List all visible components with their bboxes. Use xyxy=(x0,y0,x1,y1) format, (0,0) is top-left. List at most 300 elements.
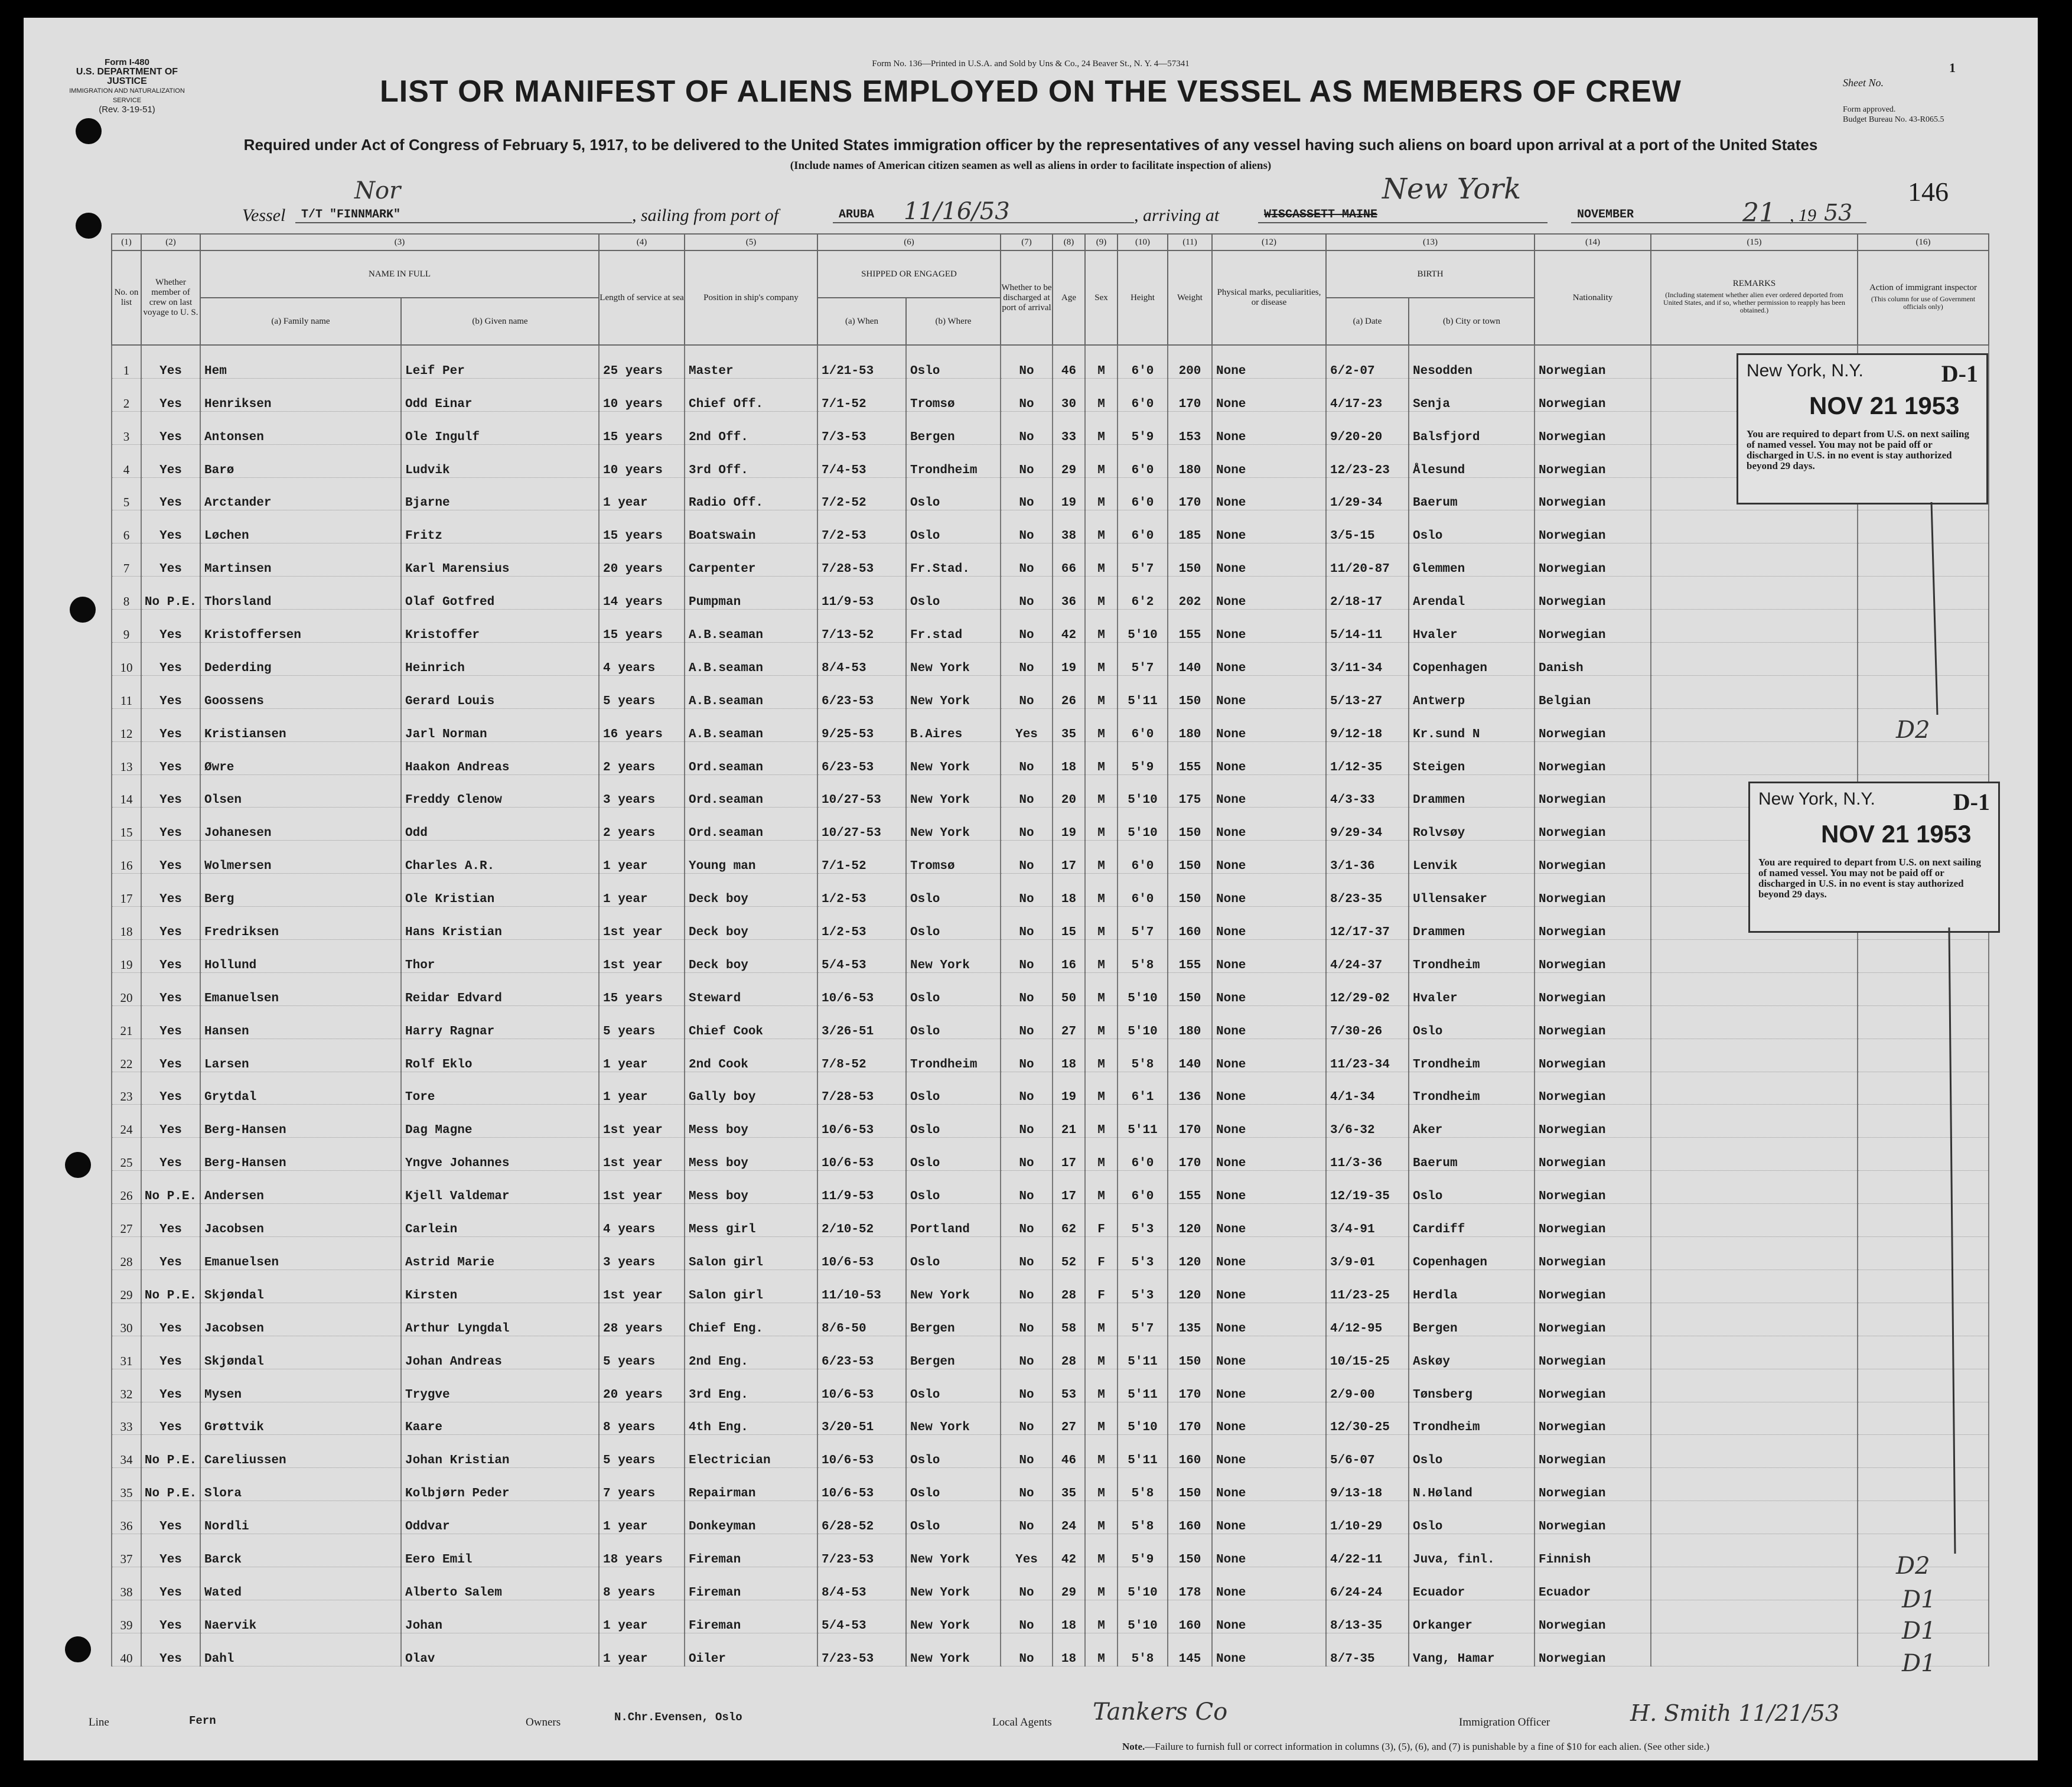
ship-position: 2nd Off. xyxy=(685,411,817,444)
length-of-service: 3 years xyxy=(599,1237,685,1270)
given-name: Johan Andreas xyxy=(401,1336,599,1369)
member-last-voyage: Yes xyxy=(141,378,200,411)
weight: 135 xyxy=(1168,1303,1212,1336)
length-of-service: 1 year xyxy=(599,841,685,874)
row-number: 35 xyxy=(112,1468,141,1501)
birth-city: Copenhagen xyxy=(1409,643,1535,676)
nationality: Norwegian xyxy=(1535,577,1651,610)
action-title: Action of immigrant inspector xyxy=(1869,282,1977,292)
height: 5'10 xyxy=(1118,1600,1168,1633)
weight: 155 xyxy=(1168,1171,1212,1204)
note-text: —Failure to furnish full or correct information in columns (3), (5), (6), and (7) is punishable by a fine of $10 for each alien. (See other side.) xyxy=(1145,1741,1710,1752)
height: 6'0 xyxy=(1118,1171,1168,1204)
engaged-date: 7/28-53 xyxy=(817,543,906,577)
birth-date: 3/11-34 xyxy=(1326,643,1409,676)
discharged: No xyxy=(1001,1468,1053,1501)
nationality: Belgian xyxy=(1535,675,1651,708)
engaged-port: Oslo xyxy=(906,1072,1001,1105)
ship-position: Ord.seaman xyxy=(685,808,817,841)
given-name: Trygve xyxy=(401,1369,599,1402)
remarks-cell xyxy=(1651,1567,1858,1600)
engaged-date: 5/4-53 xyxy=(817,940,906,973)
engaged-date: 10/27-53 xyxy=(817,774,906,808)
family-name: Careliussen xyxy=(200,1435,401,1468)
family-name: Henriksen xyxy=(200,378,401,411)
height: 5'10 xyxy=(1118,808,1168,841)
birth-city: Antwerp xyxy=(1409,675,1535,708)
sex: M xyxy=(1085,477,1118,510)
engaged-date: 8/4-53 xyxy=(817,1567,906,1600)
table-row xyxy=(112,411,1989,444)
weight: 140 xyxy=(1168,1039,1212,1072)
engaged-date: 1/2-53 xyxy=(817,907,906,940)
birth-city: Askøy xyxy=(1409,1336,1535,1369)
row-number: 10 xyxy=(112,643,141,676)
engaged-port: Fr.Stad. xyxy=(906,543,1001,577)
height: 6'0 xyxy=(1118,1138,1168,1171)
row-number: 11 xyxy=(112,675,141,708)
table-row xyxy=(112,675,1989,708)
col-family: (a) Family name xyxy=(200,298,401,345)
given-name: Alberto Salem xyxy=(401,1567,599,1600)
discharged: No xyxy=(1001,477,1053,510)
physical-marks: None xyxy=(1212,972,1326,1005)
inspection-stamp-1 xyxy=(1737,353,1988,504)
birth-city: Trondheim xyxy=(1409,940,1535,973)
family-name: Goossens xyxy=(200,675,401,708)
birth-date: 5/6-07 xyxy=(1326,1435,1409,1468)
given-name: Carlein xyxy=(401,1204,599,1237)
table-row xyxy=(112,940,1989,973)
family-name: Jacobsen xyxy=(200,1303,401,1336)
remarks-cell xyxy=(1651,1435,1858,1468)
page-number: 146 xyxy=(1908,177,1949,207)
sex: M xyxy=(1085,643,1118,676)
engaged-date: 1/2-53 xyxy=(817,874,906,907)
physical-marks: None xyxy=(1212,1072,1326,1105)
engaged-port: New York xyxy=(906,940,1001,973)
table-row xyxy=(112,1600,1989,1633)
row-number: 37 xyxy=(112,1534,141,1567)
nationality: Norwegian xyxy=(1535,1600,1651,1633)
discharged: No xyxy=(1001,1039,1053,1072)
engaged-date: 6/23-53 xyxy=(817,741,906,774)
height: 5'11 xyxy=(1118,675,1168,708)
col-birth-city: (b) City or town xyxy=(1409,298,1535,345)
engaged-port: Oslo xyxy=(906,345,1001,378)
family-name: Kristoffersen xyxy=(200,610,401,643)
table-row xyxy=(112,378,1989,411)
family-name: Løchen xyxy=(200,510,401,543)
family-name: Naervik xyxy=(200,1600,401,1633)
member-last-voyage: Yes xyxy=(141,1072,200,1105)
birth-city: Herdla xyxy=(1409,1270,1535,1303)
nationality: Norwegian xyxy=(1535,1435,1651,1468)
given-name: Leif Per xyxy=(401,345,599,378)
row-number: 9 xyxy=(112,610,141,643)
nationality: Norwegian xyxy=(1535,708,1651,741)
discharged: No xyxy=(1001,1138,1053,1171)
age: 17 xyxy=(1053,841,1085,874)
table-row xyxy=(112,643,1989,676)
sex: M xyxy=(1085,907,1118,940)
ship-position: A.B.seaman xyxy=(685,708,817,741)
member-last-voyage: Yes xyxy=(141,1567,200,1600)
table-row xyxy=(112,1303,1989,1336)
sheet-number: 1 xyxy=(1949,60,1956,75)
vessel-label: Vessel xyxy=(242,206,286,225)
owners-value: N.Chr.Evensen, Oslo xyxy=(614,1711,742,1724)
col-num-3: (3) xyxy=(200,234,599,250)
nationality: Norwegian xyxy=(1535,1501,1651,1534)
weight: 170 xyxy=(1168,477,1212,510)
sex: M xyxy=(1085,841,1118,874)
arrival-day: 21 xyxy=(1742,198,1775,228)
member-last-voyage: Yes xyxy=(141,972,200,1005)
remarks-sub: (Including statement whether alien ever ordered deported from United States, and if so, whether permission to reapply has been obtained.) xyxy=(1663,291,1845,314)
age: 27 xyxy=(1053,1005,1085,1039)
engaged-port: Trondheim xyxy=(906,1039,1001,1072)
table-row xyxy=(112,1270,1989,1303)
remarks-cell xyxy=(1651,1369,1858,1402)
length-of-service: 4 years xyxy=(599,643,685,676)
height: 5'10 xyxy=(1118,774,1168,808)
col-physical: Physical marks, peculiarities, or disease xyxy=(1212,250,1326,345)
sex: M xyxy=(1085,808,1118,841)
engaged-date: 10/6-53 xyxy=(817,1138,906,1171)
remarks-cell xyxy=(1651,708,1858,741)
age: 46 xyxy=(1053,345,1085,378)
punch-hole xyxy=(76,213,102,239)
col-weight: Weight xyxy=(1168,250,1212,345)
age: 15 xyxy=(1053,907,1085,940)
discharged: No xyxy=(1001,577,1053,610)
physical-marks: None xyxy=(1212,1468,1326,1501)
budget-bureau: Budget Bureau No. 43-R065.5 xyxy=(1843,115,1944,124)
col-num-9: (9) xyxy=(1085,234,1118,250)
length-of-service: 20 years xyxy=(599,1369,685,1402)
length-of-service: 1 year xyxy=(599,1633,685,1666)
engaged-date: 11/9-53 xyxy=(817,1171,906,1204)
engaged-date: 2/10-52 xyxy=(817,1204,906,1237)
ship-position: Oiler xyxy=(685,1633,817,1666)
birth-date: 12/23-23 xyxy=(1326,444,1409,477)
member-last-voyage: Yes xyxy=(141,741,200,774)
sex: M xyxy=(1085,1402,1118,1435)
physical-marks: None xyxy=(1212,477,1326,510)
action-mark-row12: D2 xyxy=(1896,717,1930,744)
remarks-cell xyxy=(1651,643,1858,676)
family-name: Wolmersen xyxy=(200,841,401,874)
physical-marks: None xyxy=(1212,1237,1326,1270)
birth-date: 9/13-18 xyxy=(1326,1468,1409,1501)
given-name: Heinrich xyxy=(401,643,599,676)
age: 42 xyxy=(1053,1534,1085,1567)
table-row xyxy=(112,1369,1989,1402)
ship-position: 3rd Eng. xyxy=(685,1369,817,1402)
sailing-port: ARUBA xyxy=(839,208,875,222)
col-birth: BIRTH xyxy=(1326,250,1535,298)
nationality: Norwegian xyxy=(1535,841,1651,874)
family-name: Barø xyxy=(200,444,401,477)
given-name: Ludvik xyxy=(401,444,599,477)
engaged-port: Oslo xyxy=(906,874,1001,907)
col-when: (a) When xyxy=(817,298,906,345)
table-row xyxy=(112,345,1989,378)
discharged: No xyxy=(1001,444,1053,477)
birth-city: Vang, Hamar xyxy=(1409,1633,1535,1666)
birth-date: 3/9-01 xyxy=(1326,1237,1409,1270)
engaged-date: 7/8-52 xyxy=(817,1039,906,1072)
given-name: Gerard Louis xyxy=(401,675,599,708)
family-name: Jacobsen xyxy=(200,1204,401,1237)
birth-date: 4/12-95 xyxy=(1326,1303,1409,1336)
stamp-date: NOV 21 1953 xyxy=(1809,392,1960,419)
engaged-port: Trondheim xyxy=(906,444,1001,477)
family-name: Arctander xyxy=(200,477,401,510)
weight: 120 xyxy=(1168,1237,1212,1270)
engaged-port: New York xyxy=(906,643,1001,676)
family-name: Hem xyxy=(200,345,401,378)
col-num-12: (12) xyxy=(1212,234,1326,250)
engaged-port: Oslo xyxy=(906,1138,1001,1171)
nationality: Norwegian xyxy=(1535,1369,1651,1402)
weight: 120 xyxy=(1168,1270,1212,1303)
birth-city: Oslo xyxy=(1409,510,1535,543)
height: 5'9 xyxy=(1118,1534,1168,1567)
table-row xyxy=(112,610,1989,643)
sex: M xyxy=(1085,444,1118,477)
member-last-voyage: Yes xyxy=(141,1039,200,1072)
remarks-cell xyxy=(1651,1270,1858,1303)
physical-marks: None xyxy=(1212,774,1326,808)
stamp-code: D-1 xyxy=(1941,360,1978,387)
birth-city: Cardiff xyxy=(1409,1204,1535,1237)
ship-position: Pumpman xyxy=(685,577,817,610)
engaged-port: Oslo xyxy=(906,510,1001,543)
row-number: 13 xyxy=(112,741,141,774)
row-number: 40 xyxy=(112,1633,141,1666)
family-name: Nordli xyxy=(200,1501,401,1534)
discharged: No xyxy=(1001,841,1053,874)
col-num-5: (5) xyxy=(685,234,817,250)
action-mark-row38: D1 xyxy=(1902,1586,1936,1613)
member-last-voyage: Yes xyxy=(141,1336,200,1369)
table-row xyxy=(112,1633,1989,1666)
manifest-sheet xyxy=(24,18,2038,1760)
family-name: Martinsen xyxy=(200,543,401,577)
physical-marks: None xyxy=(1212,378,1326,411)
age: 19 xyxy=(1053,643,1085,676)
length-of-service: 15 years xyxy=(599,610,685,643)
table-row xyxy=(112,1072,1989,1105)
age: 16 xyxy=(1053,940,1085,973)
family-name: Hollund xyxy=(200,940,401,973)
height: 5'8 xyxy=(1118,1501,1168,1534)
nationality: Norwegian xyxy=(1535,411,1651,444)
given-name: Charles A.R. xyxy=(401,841,599,874)
member-last-voyage: Yes xyxy=(141,1600,200,1633)
row-number: 4 xyxy=(112,444,141,477)
table-row xyxy=(112,1402,1989,1435)
remarks-cell xyxy=(1651,675,1858,708)
weight: 153 xyxy=(1168,411,1212,444)
remarks-cell xyxy=(1651,1633,1858,1666)
table-row xyxy=(112,444,1989,477)
arriving-label: , arriving at xyxy=(1134,206,1220,225)
length-of-service: 1 year xyxy=(599,1039,685,1072)
col-nationality: Nationality xyxy=(1535,250,1651,345)
birth-city: Nesodden xyxy=(1409,345,1535,378)
col-length: Length of service at sea xyxy=(599,250,685,345)
height: 5'10 xyxy=(1118,972,1168,1005)
action-sub: (This column for use of Government officials only) xyxy=(1871,294,1976,311)
sex: M xyxy=(1085,972,1118,1005)
discharged: No xyxy=(1001,1105,1053,1138)
footer-note xyxy=(1122,1741,1709,1753)
length-of-service: 5 years xyxy=(599,675,685,708)
engaged-port: Oslo xyxy=(906,477,1001,510)
member-last-voyage: No P.E. xyxy=(141,1468,200,1501)
ship-position: A.B.seaman xyxy=(685,610,817,643)
owners-label: Owners xyxy=(526,1716,561,1729)
ship-position: 2nd Cook xyxy=(685,1039,817,1072)
birth-city: Hvaler xyxy=(1409,972,1535,1005)
row-number: 15 xyxy=(112,808,141,841)
birth-city: Trondheim xyxy=(1409,1402,1535,1435)
line-label: Line xyxy=(89,1716,109,1729)
given-name: Arthur Lyngdal xyxy=(401,1303,599,1336)
member-last-voyage: Yes xyxy=(141,1534,200,1567)
family-name: Johanesen xyxy=(200,808,401,841)
ship-position: Deck boy xyxy=(685,874,817,907)
col-height: Height xyxy=(1118,250,1168,345)
physical-marks: None xyxy=(1212,1435,1326,1468)
physical-marks: None xyxy=(1212,1303,1326,1336)
sex: M xyxy=(1085,1039,1118,1072)
height: 5'11 xyxy=(1118,1105,1168,1138)
sex: M xyxy=(1085,1468,1118,1501)
birth-city: N.Høland xyxy=(1409,1468,1535,1501)
age: 18 xyxy=(1053,1600,1085,1633)
sex: M xyxy=(1085,1534,1118,1567)
nationality: Norwegian xyxy=(1535,1171,1651,1204)
year-prefix: , 19 xyxy=(1790,206,1816,225)
physical-marks: None xyxy=(1212,1204,1326,1237)
given-name: Fritz xyxy=(401,510,599,543)
length-of-service: 10 years xyxy=(599,378,685,411)
remarks-cell xyxy=(1651,1402,1858,1435)
weight: 120 xyxy=(1168,1204,1212,1237)
ship-position: Mess girl xyxy=(685,1204,817,1237)
remarks-cell xyxy=(1651,972,1858,1005)
age: 62 xyxy=(1053,1204,1085,1237)
sex: M xyxy=(1085,1005,1118,1039)
given-name: Johan xyxy=(401,1600,599,1633)
remarks-cell xyxy=(1651,1105,1858,1138)
table-row xyxy=(112,1501,1989,1534)
birth-city: Glemmen xyxy=(1409,543,1535,577)
row-number: 33 xyxy=(112,1402,141,1435)
remarks-cell xyxy=(1651,1303,1858,1336)
table-row xyxy=(112,907,1989,940)
age: 24 xyxy=(1053,1501,1085,1534)
birth-city: Hvaler xyxy=(1409,610,1535,643)
birth-city: Oslo xyxy=(1409,1435,1535,1468)
family-name: Berg-Hansen xyxy=(200,1138,401,1171)
age: 20 xyxy=(1053,774,1085,808)
member-last-voyage: Yes xyxy=(141,1369,200,1402)
age: 33 xyxy=(1053,411,1085,444)
physical-marks: None xyxy=(1212,1105,1326,1138)
birth-date: 1/29-34 xyxy=(1326,477,1409,510)
nationality: Norwegian xyxy=(1535,1633,1651,1666)
physical-marks: None xyxy=(1212,808,1326,841)
weight: 160 xyxy=(1168,1600,1212,1633)
form-id: Form I-480 xyxy=(105,57,149,67)
ship-position: Deck boy xyxy=(685,940,817,973)
weight: 170 xyxy=(1168,1402,1212,1435)
physical-marks: None xyxy=(1212,1005,1326,1039)
family-name: Mysen xyxy=(200,1369,401,1402)
birth-date: 3/4-91 xyxy=(1326,1204,1409,1237)
ship-position: Fireman xyxy=(685,1534,817,1567)
family-name: Emanuelsen xyxy=(200,972,401,1005)
length-of-service: 1st year xyxy=(599,1171,685,1204)
nationality: Norwegian xyxy=(1535,907,1651,940)
age: 21 xyxy=(1053,1105,1085,1138)
engaged-port: Tromsø xyxy=(906,378,1001,411)
discharged: No xyxy=(1001,1567,1053,1600)
height: 5'3 xyxy=(1118,1270,1168,1303)
birth-city: Trondheim xyxy=(1409,1039,1535,1072)
given-name: Jarl Norman xyxy=(401,708,599,741)
birth-date: 1/10-29 xyxy=(1326,1501,1409,1534)
birth-date: 11/3-36 xyxy=(1326,1138,1409,1171)
nationality: Norwegian xyxy=(1535,345,1651,378)
engaged-port: Oslo xyxy=(906,1005,1001,1039)
discharged: No xyxy=(1001,1072,1053,1105)
row-number: 16 xyxy=(112,841,141,874)
sailing-label: , sailing from port of xyxy=(632,206,779,225)
weight: 160 xyxy=(1168,1435,1212,1468)
physical-marks: None xyxy=(1212,643,1326,676)
discharged: No xyxy=(1001,610,1053,643)
stamp-text: You are required to depart from U.S. on next sailing of named vessel. You may not be paid off or discharged in U.S. in no event is stay authorized beyond 29 days. xyxy=(1758,857,1982,900)
physical-marks: None xyxy=(1212,708,1326,741)
discharged: No xyxy=(1001,1303,1053,1336)
age: 19 xyxy=(1053,808,1085,841)
physical-marks: None xyxy=(1212,1501,1326,1534)
agents-label: Local Agents xyxy=(992,1716,1052,1729)
discharged: No xyxy=(1001,1270,1053,1303)
engaged-port: Oslo xyxy=(906,1105,1001,1138)
table-row xyxy=(112,1005,1989,1039)
nationality: Norwegian xyxy=(1535,543,1651,577)
remarks-cell xyxy=(1651,1501,1858,1534)
family-name: Andersen xyxy=(200,1171,401,1204)
engaged-port: Bergen xyxy=(906,411,1001,444)
engaged-port: New York xyxy=(906,1402,1001,1435)
form-rev: (Rev. 3-19-51) xyxy=(99,105,155,115)
sex: M xyxy=(1085,1435,1118,1468)
nationality: Norwegian xyxy=(1535,610,1651,643)
family-name: Dahl xyxy=(200,1633,401,1666)
row-number: 39 xyxy=(112,1600,141,1633)
col-remarks xyxy=(1651,250,1858,345)
sex: F xyxy=(1085,1270,1118,1303)
ship-position: Fireman xyxy=(685,1567,817,1600)
